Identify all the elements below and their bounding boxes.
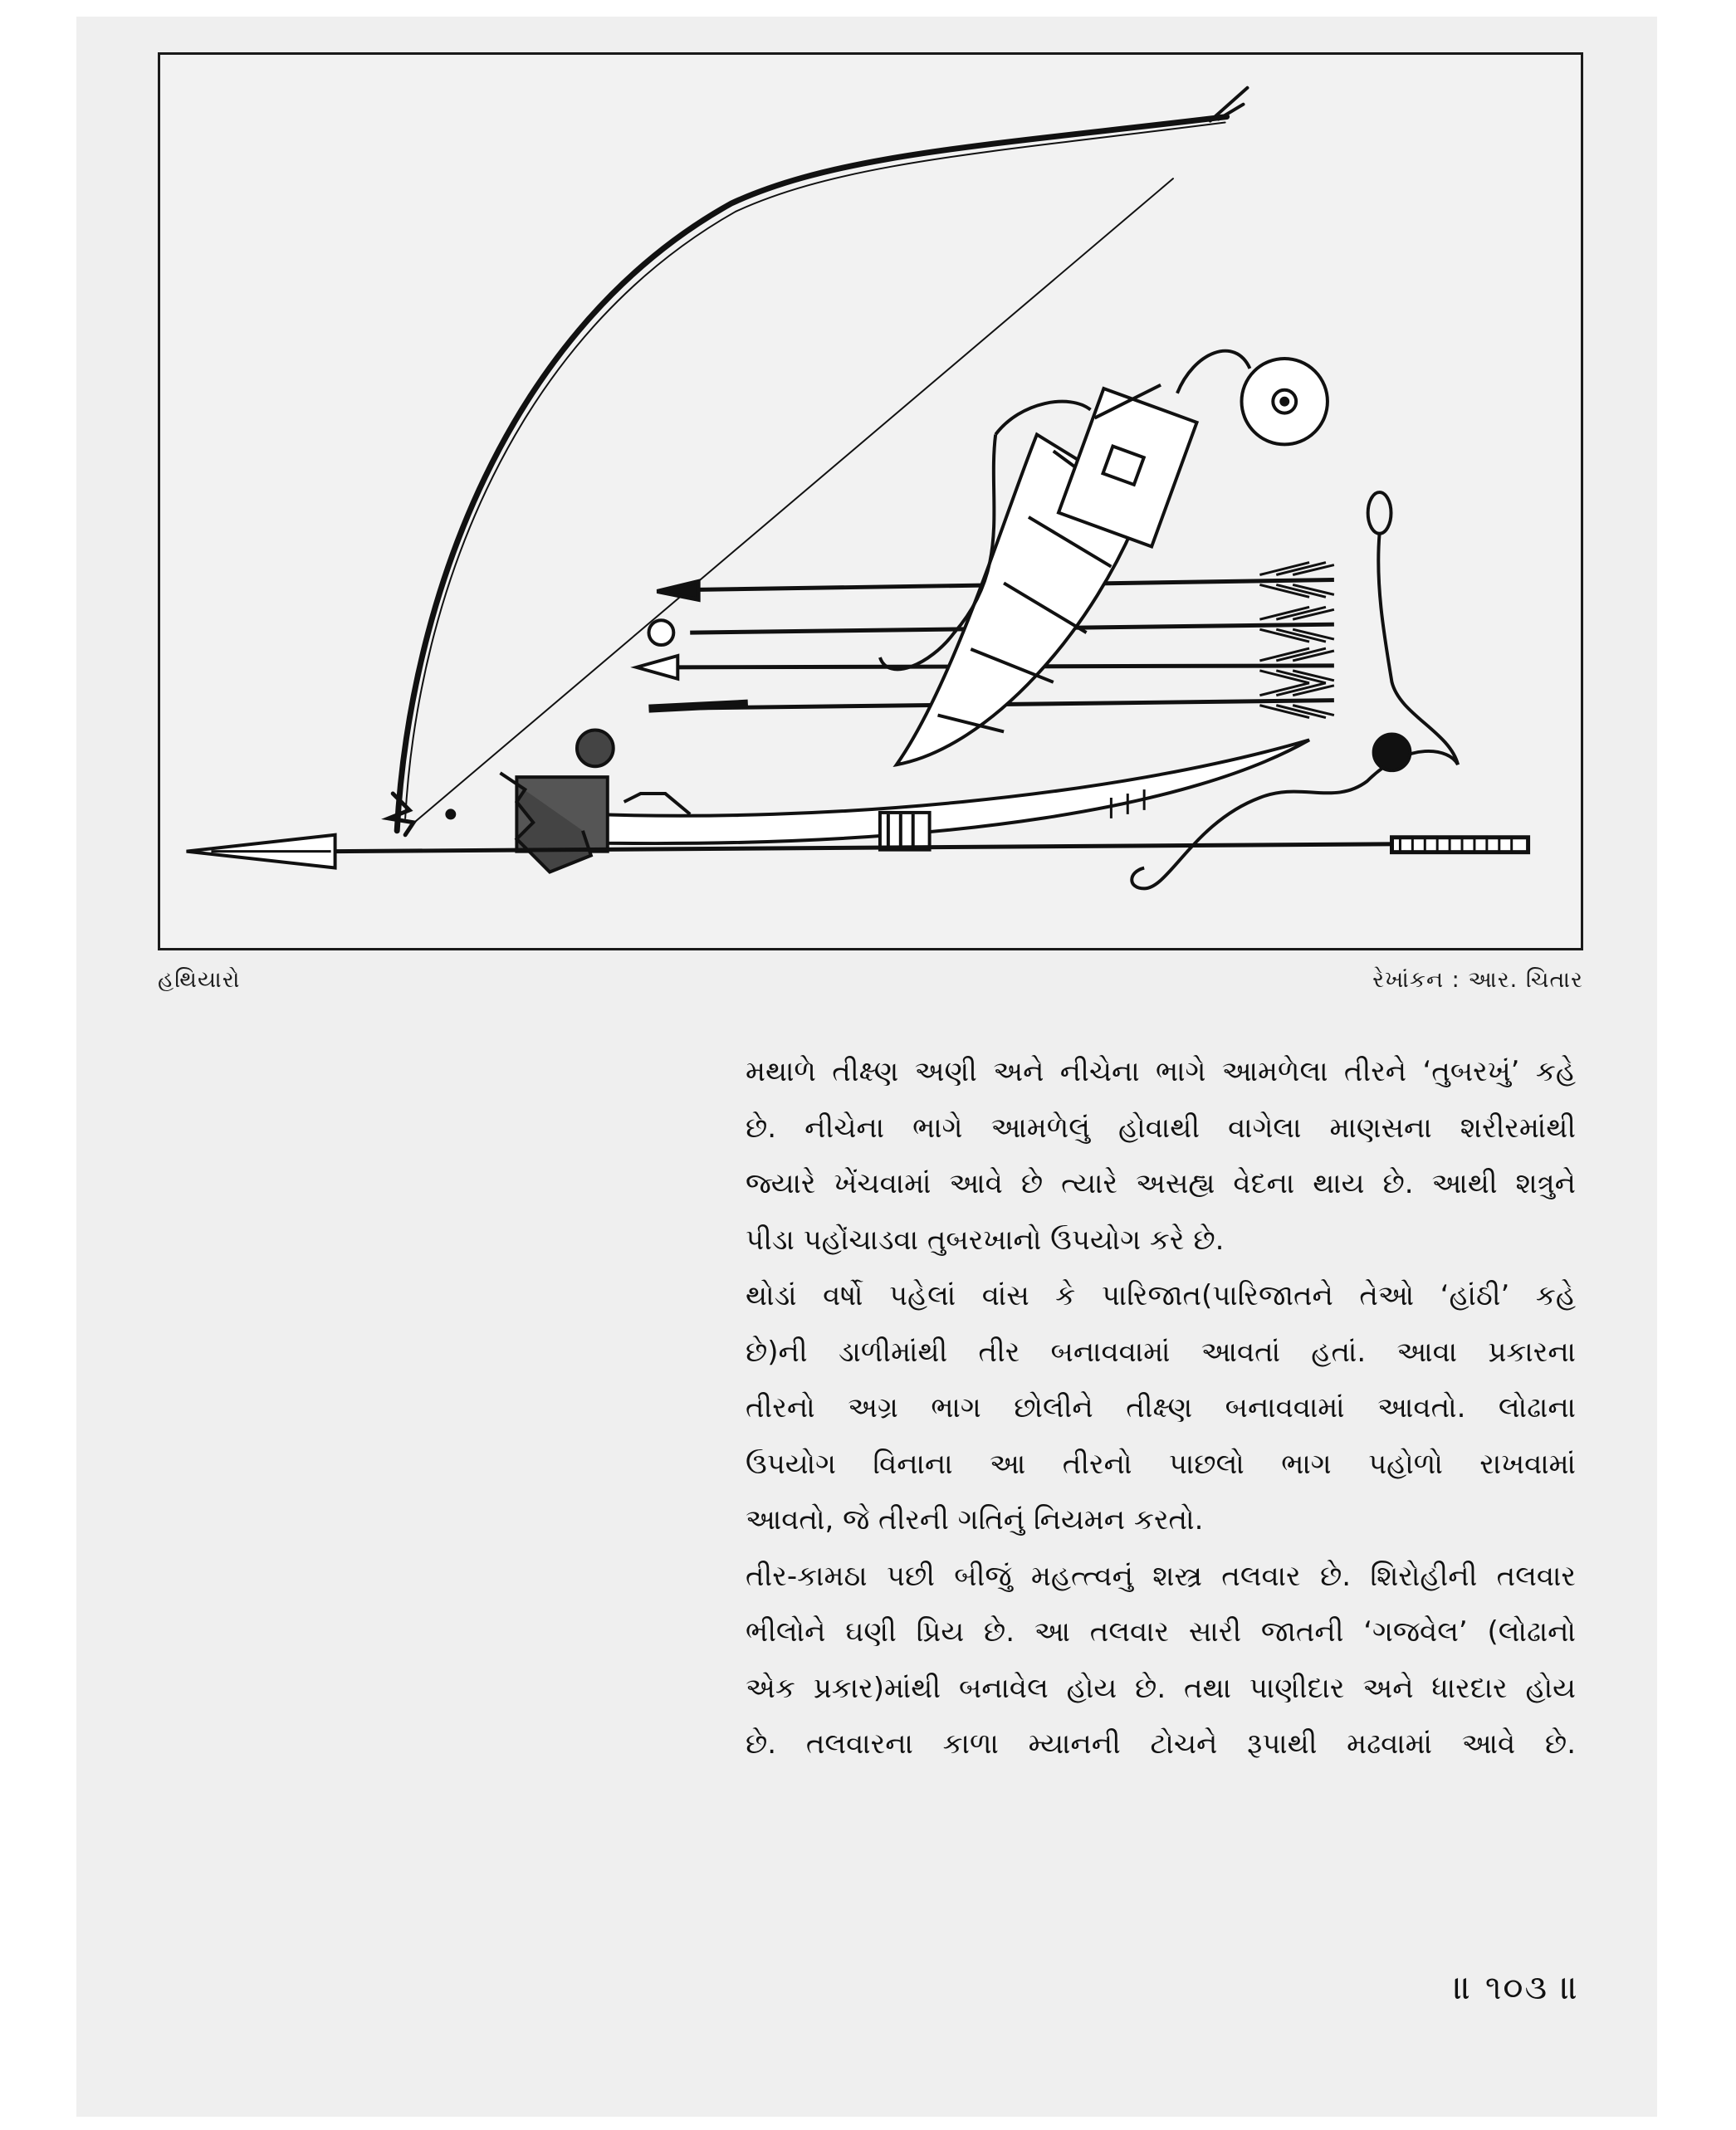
text-line: ભીલોને ઘણી પ્રિય છે. આ તલવાર સારી જાતની ‘ગજવેલ’ (લોઢાનો: [746, 1615, 1576, 1649]
text-line: આવતો, જે તીરની ગતિનું નિયમન કરતો.: [746, 1503, 1204, 1536]
text-line: એક પ્રકાર)માંથી બનાવેલ હોય છે. તથા પાણીદાર અને ધારદાર હોય: [746, 1671, 1576, 1705]
text-line: તીરનો અગ્ર ભાગ છોલીને તીક્ષ્ણ બનાવવામાં આવતો. લોઢાના: [746, 1391, 1576, 1424]
page-number: ॥ ૧૦૩ ॥: [1454, 1969, 1580, 2007]
text-line: પીડા પહોંચાડવા તુબરખાનો ઉપયોગ કરે છે.: [746, 1223, 1225, 1257]
text-line: મથાળે તીક્ષ્ણ અણી અને નીચેના ભાગે આમળેલા તીરને ‘તુબરખું’ કહે: [746, 1055, 1576, 1088]
body-paragraphs: [746, 1044, 1576, 1773]
text-line: ઉપયોગ વિનાના આ તીરનો પાછલો ભાગ પહોળો રાખવામાં: [746, 1447, 1576, 1481]
text-line: છે)ની ડાળીમાંથી તીર બનાવવામાં આવતાં હતાં. આવા પ્રકારના: [746, 1335, 1576, 1369]
text-line: છે. નીચેના ભાગે આમળેલું હોવાથી વાગેલા માણસના શરીરમાંથી: [746, 1111, 1576, 1145]
spear-icon: [187, 835, 1528, 868]
illustration-credit: રેખાંકન : આર. ચિતાર: [1372, 967, 1583, 993]
figure-caption: હથિયારો: [158, 967, 241, 993]
text-line: તીર-કામઠા પછી બીજું મહત્ત્વનું શસ્ત્ર તલવાર છે. શિરોહીની તલવાર: [746, 1559, 1576, 1593]
text-line: થોડાં વર્ષો પહેલાં વાંસ કે પારિજાત(પારિજાતને તેઓ ‘હાંઠી’ કહે: [746, 1279, 1576, 1312]
text-line: છે. તલવારના કાળા મ્યાનની ટોચને રૂપાથી મઢવામાં આવે છે.: [746, 1727, 1576, 1761]
weapons-illustration: [158, 52, 1583, 950]
weapons-drawing: [160, 55, 1581, 948]
text-line: જ્યારે ખેંચવામાં આવે છે ત્યારે અસહ્ય વેદના થાય છે. આથી શત્રુને: [746, 1167, 1576, 1200]
